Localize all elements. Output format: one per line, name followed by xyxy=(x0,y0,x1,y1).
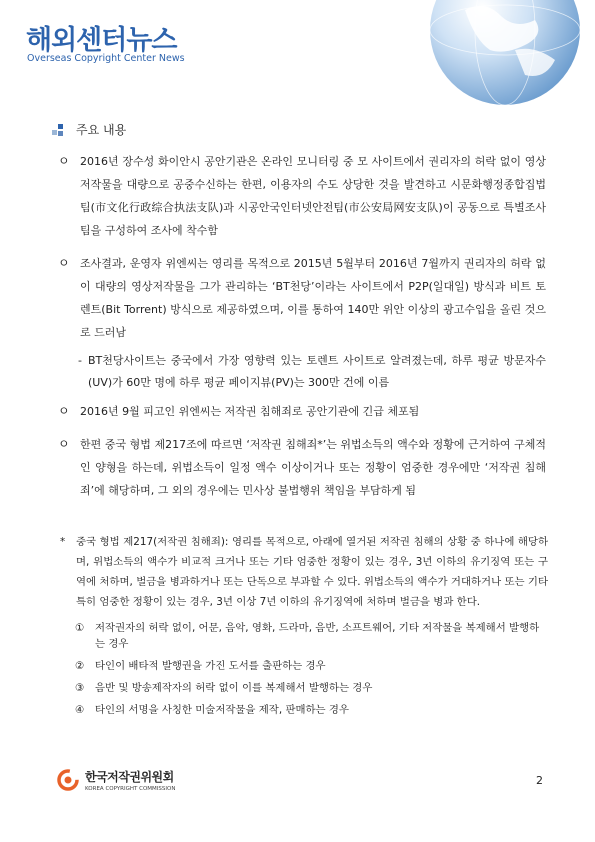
list-item xyxy=(58,252,546,344)
logo-english: KOREA COPYRIGHT COMMISSION xyxy=(85,786,176,792)
bullet: ㅇ xyxy=(58,437,70,451)
footnote-list-text: 음반 및 방송제작자의 허락 없이 이를 복제해서 발행하는 경우 xyxy=(95,682,373,694)
page-number: 2 xyxy=(536,774,543,787)
logo-korean: 한국저작권위원회 xyxy=(85,770,174,784)
footnote-text: 중국 형법 제217(저작권 침해죄): 영리를 목적으로, 아래에 열거된 저작권 침해의 상황 중 하나에 해당하며, 위법소득의 액수가 비교적 크거나 또는 기타 엄중한 정황이 있는 경우, 3년 이하의 유기징역 또는 구역에 처하며, 벌금을 병과하거나 또는 단독으로 부과할 수 있다. 위법소득의 액수가 거대하거나 또는 기타 특히 엄중한 정황이 있는 경우, 3년 이상 7년 이하의 유기징역에 처하며 벌금을 병과 한다. xyxy=(76,536,548,608)
page-title: 해외센터뉴스 xyxy=(26,25,177,56)
footnote-list-text: 타인이 배타적 발행권을 가진 도서를 출판하는 경우 xyxy=(95,660,326,672)
globe-icon xyxy=(395,0,595,110)
section-heading xyxy=(52,121,126,138)
sub-item-text: BT천당사이트는 중국에서 가장 영향력 있는 토렌트 사이트로 알려졌는데, 하루 평균 방문자수(UV)가 60만 명에 하루 평균 페이지뷰(PV)는 300만 건에 이름 xyxy=(88,354,546,389)
footnote xyxy=(60,532,548,724)
footnote-list-item xyxy=(75,702,548,718)
footnote-list-item xyxy=(75,658,548,674)
squares-icon xyxy=(52,124,66,136)
list-item xyxy=(58,400,546,423)
item-text: 한편 중국 형법 제217조에 따르면 ‘저작권 침해죄*’는 위법소득의 액수와 정황에 근거하여 구체적인 양형을 하는데, 위법소득이 일정 액수 이상이거나 또는 정황이 엄중한 경우에만 ‘저작권 침해죄’에 해당하며, 그 외의 경우에는 민사상 불법행위 책임을 부담하게 됨 xyxy=(80,438,546,497)
sub-item xyxy=(78,350,546,394)
content-body xyxy=(58,150,546,512)
list-item xyxy=(58,150,546,242)
footer-logo xyxy=(57,768,175,792)
copyright-commission-logo-icon xyxy=(57,769,79,791)
bullet: ㅇ xyxy=(58,256,70,270)
number-marker: ④ xyxy=(75,704,85,716)
footnote-list-text: 타인의 서명을 사칭한 미술저작물을 제작, 판매하는 경우 xyxy=(95,704,349,716)
bullet: ㅇ xyxy=(58,404,70,418)
number-marker: ① xyxy=(75,622,85,634)
bullet: ㅇ xyxy=(58,154,70,168)
footnote-list-item xyxy=(75,620,548,652)
item-text: 조사결과, 운영자 위엔씨는 영리를 목적으로 2015년 5월부터 2016년 7월까지 권리자의 허락 없이 대량의 영상저작물을 그가 관리하는 ‘BT천당’이라는 사이트에서 P2P(일대일) 방식과 비트 토렌트(Bit Torrent) 방식으로 제공하였으며, 이를 통하여 140만 위안 이상의 광고수입을 올린 것으로 드러남 xyxy=(80,257,546,339)
footnote-list xyxy=(75,620,548,718)
page-header xyxy=(0,0,595,80)
dash: - xyxy=(78,354,82,367)
page-subtitle: Overseas Copyright Center News xyxy=(27,53,185,64)
number-marker: ② xyxy=(75,660,85,672)
footnote-list-text: 저작권자의 허락 없이, 어문, 음악, 영화, 드라마, 음반, 소프트웨어, 기타 저작물을 복제해서 발행하는 경우 xyxy=(95,622,540,650)
list-item xyxy=(58,433,546,502)
number-marker: ③ xyxy=(75,682,85,694)
footnote-marker: * xyxy=(60,536,66,548)
footnote-list-item xyxy=(75,680,548,696)
section-title: 주요 내용 xyxy=(76,123,127,137)
item-text: 2016년 장수성 화이안시 공안기관은 온라인 모니터링 중 모 사이트에서 권리자의 허락 없이 영상저작물을 대량으로 공중수신하는 한편, 이용자의 수도 상당한 것을 발견하고 시문화행정종합집법팀(市文化行政综合执法支队)과 시공안국인터넷안전팀(市公安局网安支队)이 공동으로 특별조사팀을 구성하여 조사에 착수함 xyxy=(80,155,546,237)
item-text: 2016년 9월 피고인 위엔씨는 저작권 침해죄로 공안기관에 긴급 체포됨 xyxy=(80,405,420,418)
